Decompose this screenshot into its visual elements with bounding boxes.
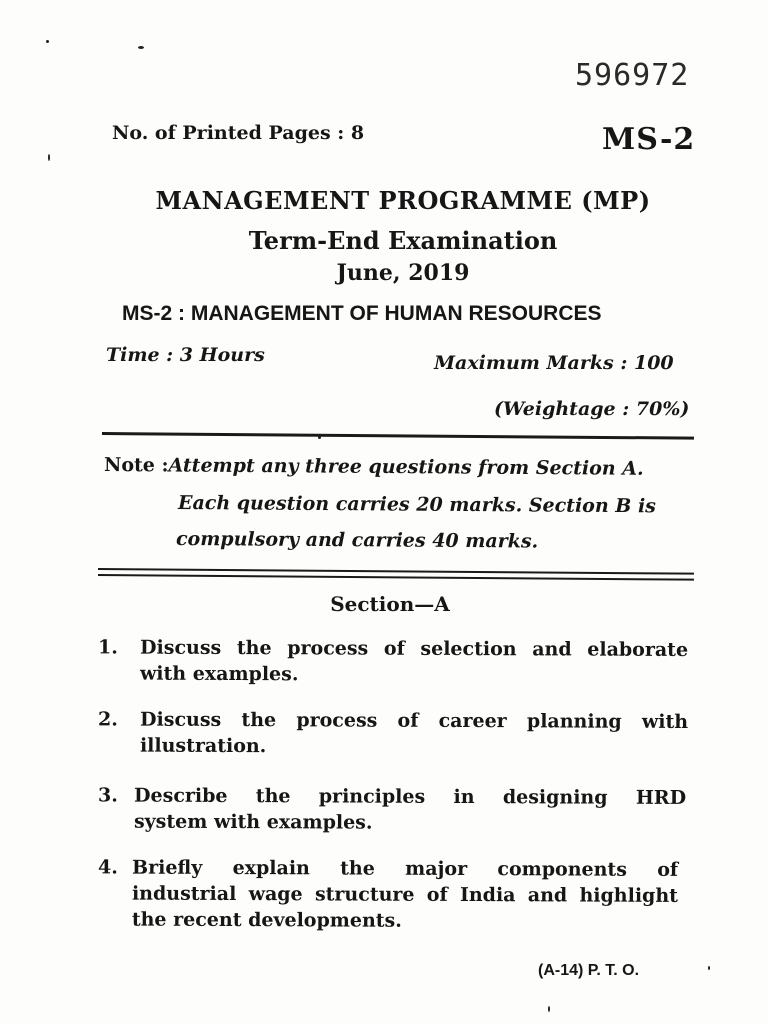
- question-item: [0, 784, 768, 847]
- scan-speck: [548, 1006, 550, 1012]
- scan-speck: [48, 154, 50, 161]
- note-line-3: compulsory and carries 40 marks.: [175, 528, 539, 553]
- weightage: (Weightage : 70%): [494, 398, 690, 420]
- question-text-line: Describe the principles in designing HRD: [134, 784, 687, 809]
- question-text-line: the recent developments.: [131, 908, 402, 932]
- note-label: Note :: [103, 454, 169, 477]
- question-text-line: Briefly explain the major components of: [132, 856, 679, 881]
- note-line-2: Each question carries 20 marks. Section B is: [177, 492, 657, 518]
- examination-title: Term-End Examination: [248, 226, 558, 255]
- question-number: 4.: [98, 856, 118, 879]
- exam-session: June, 2019: [336, 260, 470, 286]
- question-text-line: industrial wage structure of India and highlight: [131, 882, 679, 907]
- course-code: MS-2: [602, 122, 696, 157]
- serial-number: 596972: [575, 58, 690, 93]
- scan-speck: [708, 966, 710, 970]
- question-text-line: illustration.: [139, 734, 267, 758]
- course-title: MS-2 : MANAGEMENT OF HUMAN RESOURCES: [122, 302, 602, 325]
- question-number: 2.: [98, 708, 118, 731]
- question-text-line: system with examples.: [133, 810, 373, 834]
- question-text-line: Discuss the process of selection and elaborate: [140, 636, 689, 662]
- double-rule-divider-lower: [98, 574, 694, 581]
- question-item: [0, 708, 768, 771]
- note-line-1: [104, 454, 644, 480]
- question-text-line: with examples.: [139, 662, 299, 686]
- section-heading: Section—A: [330, 592, 450, 616]
- maximum-marks: Maximum Marks : 100: [434, 352, 674, 374]
- note-text-1: Attempt any three questions from Section A.: [168, 454, 644, 480]
- scan-speck: [138, 46, 144, 49]
- top-rule-divider: [102, 432, 694, 440]
- double-rule-divider-upper: [98, 568, 694, 575]
- question-item: [0, 636, 768, 699]
- question-text-line: Discuss the process of career planning with: [140, 708, 689, 734]
- scan-speck: [46, 40, 49, 43]
- time-allowed: Time : 3 Hours: [106, 344, 265, 366]
- page-footer: (A-14) P. T. O.: [538, 962, 640, 979]
- question-item: [0, 856, 768, 932]
- programme-title: MANAGEMENT PROGRAMME (MP): [155, 186, 651, 215]
- scan-speck: [318, 436, 321, 439]
- question-number: 1.: [98, 636, 118, 659]
- printed-pages-count: No. of Printed Pages : 8: [112, 122, 365, 144]
- question-number: 3.: [98, 784, 118, 807]
